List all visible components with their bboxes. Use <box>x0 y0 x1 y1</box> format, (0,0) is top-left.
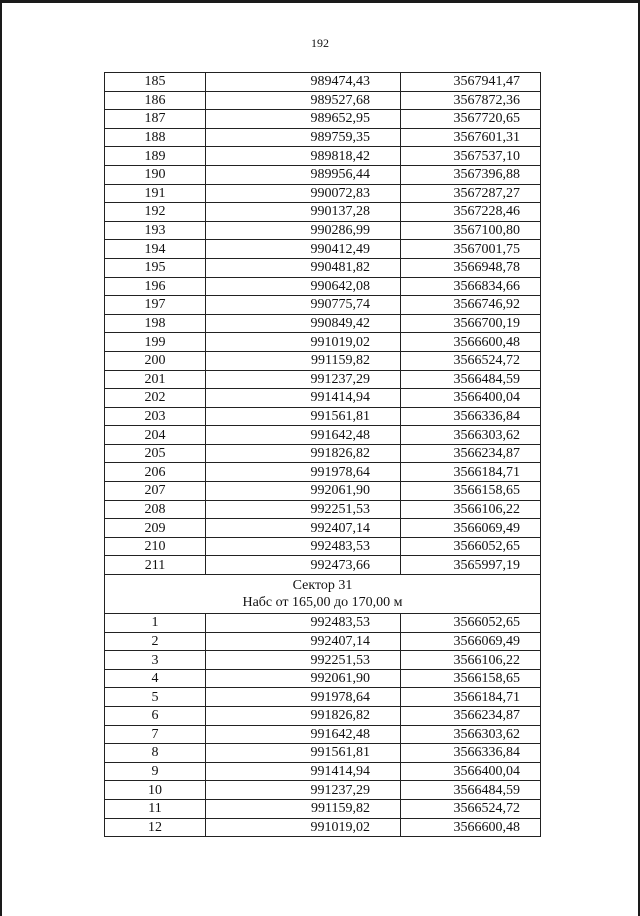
point-number-cell: 193 <box>105 221 206 240</box>
y-coordinate-cell: 3566336,84 <box>401 407 541 426</box>
sector-subtitle: Набс от 165,00 до 170,00 м <box>242 595 403 611</box>
x-coordinate-cell: 989474,43 <box>206 73 401 92</box>
table-row <box>105 333 541 352</box>
point-number-cell: 197 <box>105 296 206 315</box>
point-number-cell: 9 <box>105 762 206 781</box>
point-number-cell: 203 <box>105 407 206 426</box>
x-coordinate-cell: 989956,44 <box>206 165 401 184</box>
table-row <box>105 389 541 408</box>
x-coordinate-cell: 991561,81 <box>206 407 401 426</box>
table-row <box>105 781 541 800</box>
table-row <box>105 744 541 763</box>
x-coordinate-cell: 989652,95 <box>206 110 401 129</box>
point-number-cell: 199 <box>105 333 206 352</box>
point-number-cell: 188 <box>105 128 206 147</box>
table-row <box>105 556 541 575</box>
y-coordinate-cell: 3567001,75 <box>401 240 541 259</box>
table-section-sector-31 <box>105 614 541 837</box>
y-coordinate-cell: 3566234,87 <box>401 444 541 463</box>
x-coordinate-cell: 991642,48 <box>206 725 401 744</box>
table-row <box>105 73 541 92</box>
x-coordinate-cell: 991237,29 <box>206 781 401 800</box>
x-coordinate-cell: 992061,90 <box>206 482 401 501</box>
point-number-cell: 8 <box>105 744 206 763</box>
table-row <box>105 725 541 744</box>
point-number-cell: 186 <box>105 91 206 110</box>
x-coordinate-cell: 991826,82 <box>206 707 401 726</box>
sector-header-cell <box>105 575 541 614</box>
table-row <box>105 147 541 166</box>
table-row <box>105 482 541 501</box>
table-row <box>105 707 541 726</box>
y-coordinate-cell: 3566746,92 <box>401 296 541 315</box>
x-coordinate-cell: 992483,53 <box>206 537 401 556</box>
y-coordinate-cell: 3566484,59 <box>401 781 541 800</box>
table-row <box>105 519 541 538</box>
x-coordinate-cell: 989759,35 <box>206 128 401 147</box>
table-row <box>105 614 541 633</box>
y-coordinate-cell: 3566106,22 <box>401 651 541 670</box>
table-row <box>105 444 541 463</box>
x-coordinate-cell: 990072,83 <box>206 184 401 203</box>
y-coordinate-cell: 3566336,84 <box>401 744 541 763</box>
table-row <box>105 110 541 129</box>
point-number-cell: 194 <box>105 240 206 259</box>
x-coordinate-cell: 991237,29 <box>206 370 401 389</box>
point-number-cell: 210 <box>105 537 206 556</box>
x-coordinate-cell: 992061,90 <box>206 669 401 688</box>
point-number-cell: 5 <box>105 688 206 707</box>
table-row <box>105 632 541 651</box>
y-coordinate-cell: 3567872,36 <box>401 91 541 110</box>
x-coordinate-cell: 989818,42 <box>206 147 401 166</box>
table-row <box>105 258 541 277</box>
y-coordinate-cell: 3567537,10 <box>401 147 541 166</box>
x-coordinate-cell: 992251,53 <box>206 500 401 519</box>
point-number-cell: 192 <box>105 203 206 222</box>
sector-title: Сектор 31 <box>292 578 353 594</box>
x-coordinate-cell: 991978,64 <box>206 463 401 482</box>
scan-border-left <box>0 0 2 916</box>
table-row <box>105 669 541 688</box>
table-row <box>105 688 541 707</box>
x-coordinate-cell: 991019,02 <box>206 333 401 352</box>
table-row <box>105 128 541 147</box>
point-number-cell: 4 <box>105 669 206 688</box>
table-row <box>105 799 541 818</box>
table-row <box>105 537 541 556</box>
point-number-cell: 198 <box>105 314 206 333</box>
point-number-cell: 209 <box>105 519 206 538</box>
x-coordinate-cell: 991414,94 <box>206 389 401 408</box>
y-coordinate-cell: 3566158,65 <box>401 669 541 688</box>
point-number-cell: 190 <box>105 165 206 184</box>
x-coordinate-cell: 991826,82 <box>206 444 401 463</box>
table-row <box>105 651 541 670</box>
x-coordinate-cell: 990849,42 <box>206 314 401 333</box>
x-coordinate-cell: 990481,82 <box>206 258 401 277</box>
y-coordinate-cell: 3566700,19 <box>401 314 541 333</box>
x-coordinate-cell: 990412,49 <box>206 240 401 259</box>
point-number-cell: 185 <box>105 73 206 92</box>
point-number-cell: 189 <box>105 147 206 166</box>
point-number-cell: 208 <box>105 500 206 519</box>
y-coordinate-cell: 3566600,48 <box>401 333 541 352</box>
y-coordinate-cell: 3566184,71 <box>401 688 541 707</box>
y-coordinate-cell: 3566052,65 <box>401 537 541 556</box>
table-row <box>105 203 541 222</box>
point-number-cell: 196 <box>105 277 206 296</box>
coordinates-table <box>104 72 541 837</box>
y-coordinate-cell: 3567601,31 <box>401 128 541 147</box>
point-number-cell: 3 <box>105 651 206 670</box>
x-coordinate-cell: 992483,53 <box>206 614 401 633</box>
x-coordinate-cell: 992407,14 <box>206 632 401 651</box>
x-coordinate-cell: 991019,02 <box>206 818 401 837</box>
table-row <box>105 240 541 259</box>
y-coordinate-cell: 3566948,78 <box>401 258 541 277</box>
y-coordinate-cell: 3566400,04 <box>401 389 541 408</box>
table-row <box>105 91 541 110</box>
point-number-cell: 195 <box>105 258 206 277</box>
x-coordinate-cell: 992407,14 <box>206 519 401 538</box>
table-row <box>105 463 541 482</box>
y-coordinate-cell: 3566524,72 <box>401 799 541 818</box>
x-coordinate-cell: 990137,28 <box>206 203 401 222</box>
y-coordinate-cell: 3566234,87 <box>401 707 541 726</box>
y-coordinate-cell: 3567287,27 <box>401 184 541 203</box>
y-coordinate-cell: 3566158,65 <box>401 482 541 501</box>
point-number-cell: 1 <box>105 614 206 633</box>
point-number-cell: 202 <box>105 389 206 408</box>
point-number-cell: 6 <box>105 707 206 726</box>
point-number-cell: 191 <box>105 184 206 203</box>
y-coordinate-cell: 3566484,59 <box>401 370 541 389</box>
point-number-cell: 200 <box>105 351 206 370</box>
table-row <box>105 314 541 333</box>
x-coordinate-cell: 991414,94 <box>206 762 401 781</box>
point-number-cell: 11 <box>105 799 206 818</box>
table-row <box>105 818 541 837</box>
x-coordinate-cell: 992251,53 <box>206 651 401 670</box>
point-number-cell: 7 <box>105 725 206 744</box>
x-coordinate-cell: 992473,66 <box>206 556 401 575</box>
y-coordinate-cell: 3566069,49 <box>401 519 541 538</box>
point-number-cell: 12 <box>105 818 206 837</box>
table-row <box>105 500 541 519</box>
point-number-cell: 10 <box>105 781 206 800</box>
y-coordinate-cell: 3566600,48 <box>401 818 541 837</box>
x-coordinate-cell: 991561,81 <box>206 744 401 763</box>
y-coordinate-cell: 3566052,65 <box>401 614 541 633</box>
table-section-previous-sector <box>105 73 541 575</box>
y-coordinate-cell: 3566106,22 <box>401 500 541 519</box>
y-coordinate-cell: 3566303,62 <box>401 426 541 445</box>
point-number-cell: 205 <box>105 444 206 463</box>
table-row <box>105 407 541 426</box>
point-number-cell: 207 <box>105 482 206 501</box>
x-coordinate-cell: 990775,74 <box>206 296 401 315</box>
y-coordinate-cell: 3566400,04 <box>401 762 541 781</box>
y-coordinate-cell: 3565997,19 <box>401 556 541 575</box>
y-coordinate-cell: 3567720,65 <box>401 110 541 129</box>
table-row <box>105 762 541 781</box>
point-number-cell: 206 <box>105 463 206 482</box>
table-row <box>105 370 541 389</box>
table-row <box>105 221 541 240</box>
y-coordinate-cell: 3567941,47 <box>401 73 541 92</box>
point-number-cell: 211 <box>105 556 206 575</box>
sector-header-row <box>105 575 541 614</box>
y-coordinate-cell: 3566524,72 <box>401 351 541 370</box>
table-row <box>105 426 541 445</box>
page-number: 192 <box>311 36 329 50</box>
y-coordinate-cell: 3567396,88 <box>401 165 541 184</box>
y-coordinate-cell: 3566834,66 <box>401 277 541 296</box>
y-coordinate-cell: 3566303,62 <box>401 725 541 744</box>
x-coordinate-cell: 991642,48 <box>206 426 401 445</box>
scan-border-top <box>0 0 640 3</box>
table-row <box>105 351 541 370</box>
y-coordinate-cell: 3567100,80 <box>401 221 541 240</box>
table-row <box>105 165 541 184</box>
table-row <box>105 184 541 203</box>
y-coordinate-cell: 3567228,46 <box>401 203 541 222</box>
point-number-cell: 2 <box>105 632 206 651</box>
point-number-cell: 201 <box>105 370 206 389</box>
y-coordinate-cell: 3566184,71 <box>401 463 541 482</box>
table-row <box>105 277 541 296</box>
point-number-cell: 204 <box>105 426 206 445</box>
x-coordinate-cell: 991159,82 <box>206 799 401 818</box>
x-coordinate-cell: 989527,68 <box>206 91 401 110</box>
x-coordinate-cell: 991159,82 <box>206 351 401 370</box>
y-coordinate-cell: 3566069,49 <box>401 632 541 651</box>
table-row <box>105 296 541 315</box>
point-number-cell: 187 <box>105 110 206 129</box>
sector-header <box>105 575 541 614</box>
x-coordinate-cell: 991978,64 <box>206 688 401 707</box>
x-coordinate-cell: 990642,08 <box>206 277 401 296</box>
x-coordinate-cell: 990286,99 <box>206 221 401 240</box>
